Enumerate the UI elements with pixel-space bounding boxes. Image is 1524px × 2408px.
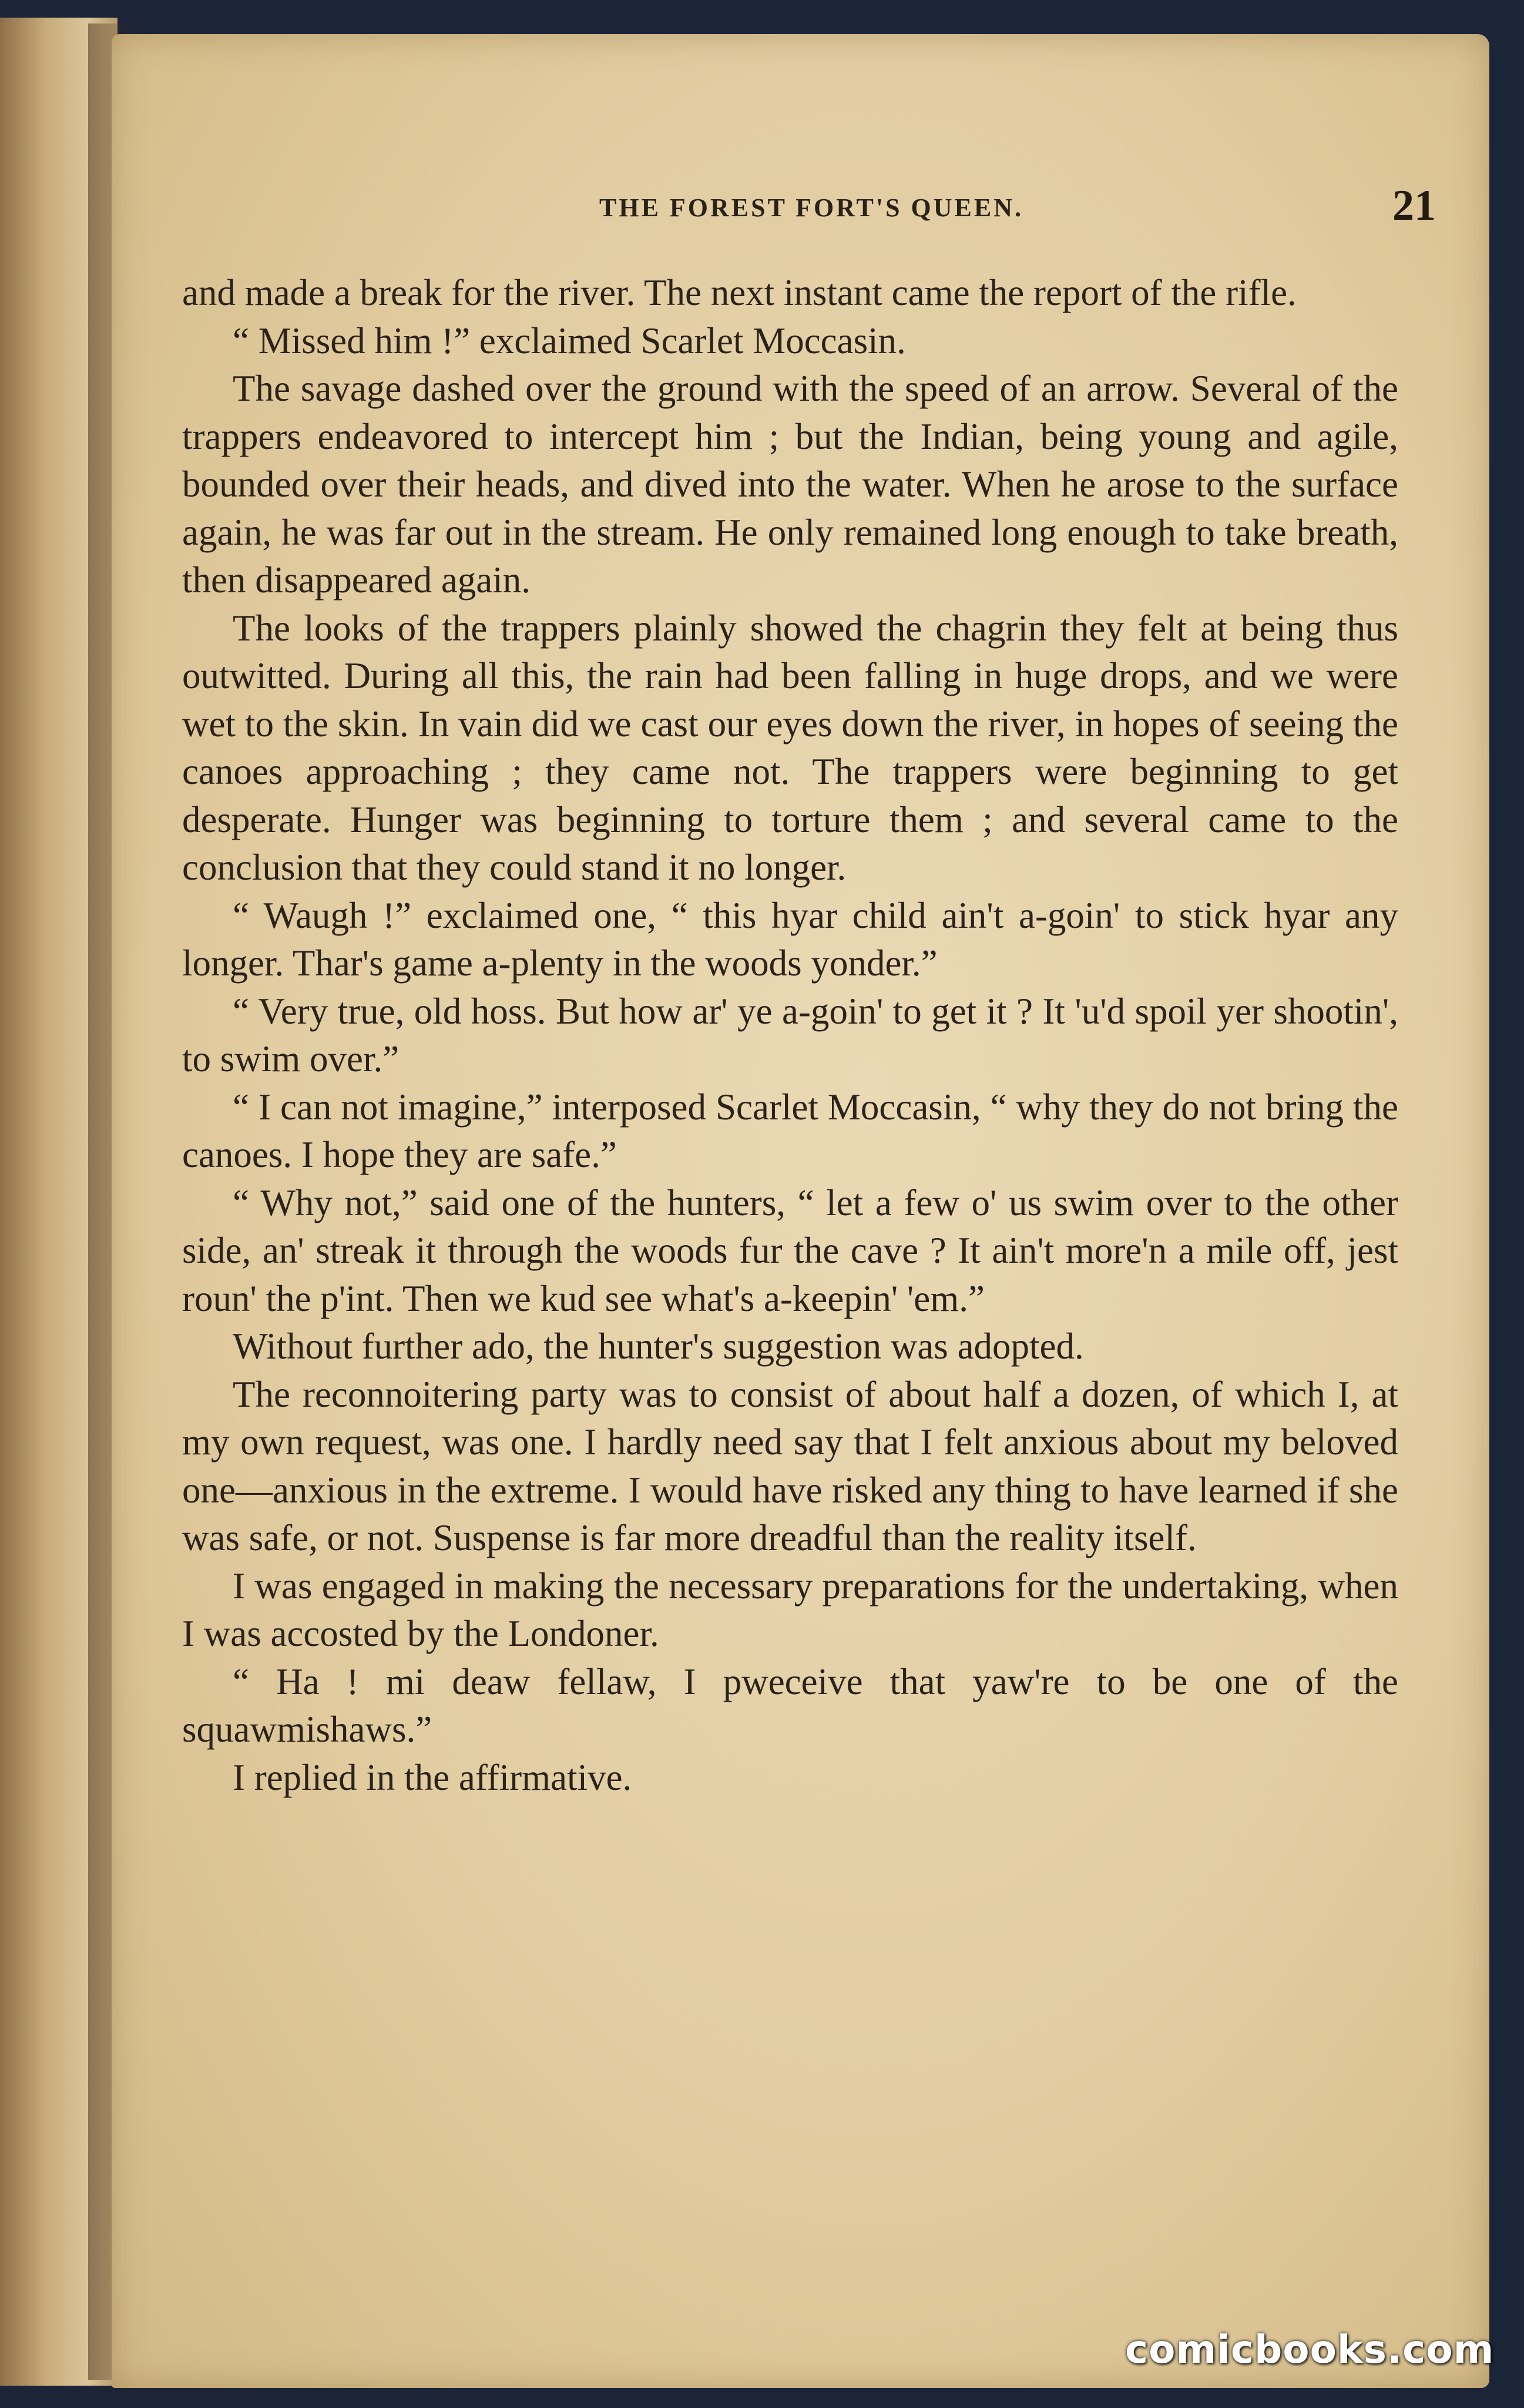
paragraph: The looks of the trappers plainly showed the chagrin they felt at being thus outwitted. During all this, the rain had been falling in huge drops, and we were wet to the skin. In vain did we cast our eyes down the river, in hopes of seeing the canoes approaching ; they came not. The trappers were beginning to get desperate. Hunger was beginning to torture them ; and several came to the conclusion that they could stand it no longer. [182, 607, 1398, 888]
paragraph: “ Missed him !” exclaimed Scarlet Moccasin. [233, 320, 906, 361]
paragraph: I was engaged in making the necessary preparations for the undertaking, when I was accosted by the Londoner. [182, 1565, 1398, 1654]
paragraph: and made a break for the river. The next instant came the report of the rifle. [182, 272, 1297, 313]
paragraph: The savage dashed over the ground with the speed of an arrow. Several of the trappers endeavored to intercept him ; but the Indian, being young and agile, bounded over their heads, and dived into the water. When he arose to the surface again, he was far out in the stream. He only remained long enough to take breath, then disappeared again. [182, 368, 1398, 601]
paragraph: “ Very true, old hoss. But how ar' ye a-goin' to get it ? It 'u'd spoil yer shootin', to swim over.” [182, 990, 1398, 1079]
watermark: comicbooks.com [1125, 2327, 1495, 2372]
paragraph: “ Why not,” said one of the hunters, “ let a few o' us swim over to the other side, an' streak it through the woods fur the cave ? It ain't more'n a mile off, jest roun' the p'int. Then we kud see what's a-keepin' 'em.” [182, 1182, 1398, 1319]
paragraph: “ I can not imagine,” interposed Scarlet Moccasin, “ why they do not bring the canoes. I hope they are safe.” [182, 1086, 1398, 1175]
book-page [112, 34, 1489, 2388]
body-text [182, 269, 1398, 1802]
paragraph: I replied in the affirmative. [233, 1756, 632, 1798]
paragraph: Without further ado, the hunter's suggestion was adopted. [233, 1326, 1084, 1367]
paragraph: The reconnoitering party was to consist of about half a dozen, of which I, at my own request, was one. I hardly need say that I felt anxious about my beloved one—anxious in the extreme. I would have risked any thing to have learned if she was safe, or not. Suspense is far more dreadful than the reality itself. [182, 1373, 1398, 1558]
page-number: 21 [1392, 182, 1436, 230]
paragraph: “ Waugh !” exclaimed one, “ this hyar child ain't a-goin' to stick hyar any longer. Thar's game a-plenty in the woods yonder.” [182, 894, 1398, 984]
running-head: THE FOREST FORT'S QUEEN. [599, 193, 1024, 222]
paragraph: “ Ha ! mi deaw fellaw, I pweceive that yaw're to be one of the squawmishaws.” [182, 1661, 1398, 1750]
